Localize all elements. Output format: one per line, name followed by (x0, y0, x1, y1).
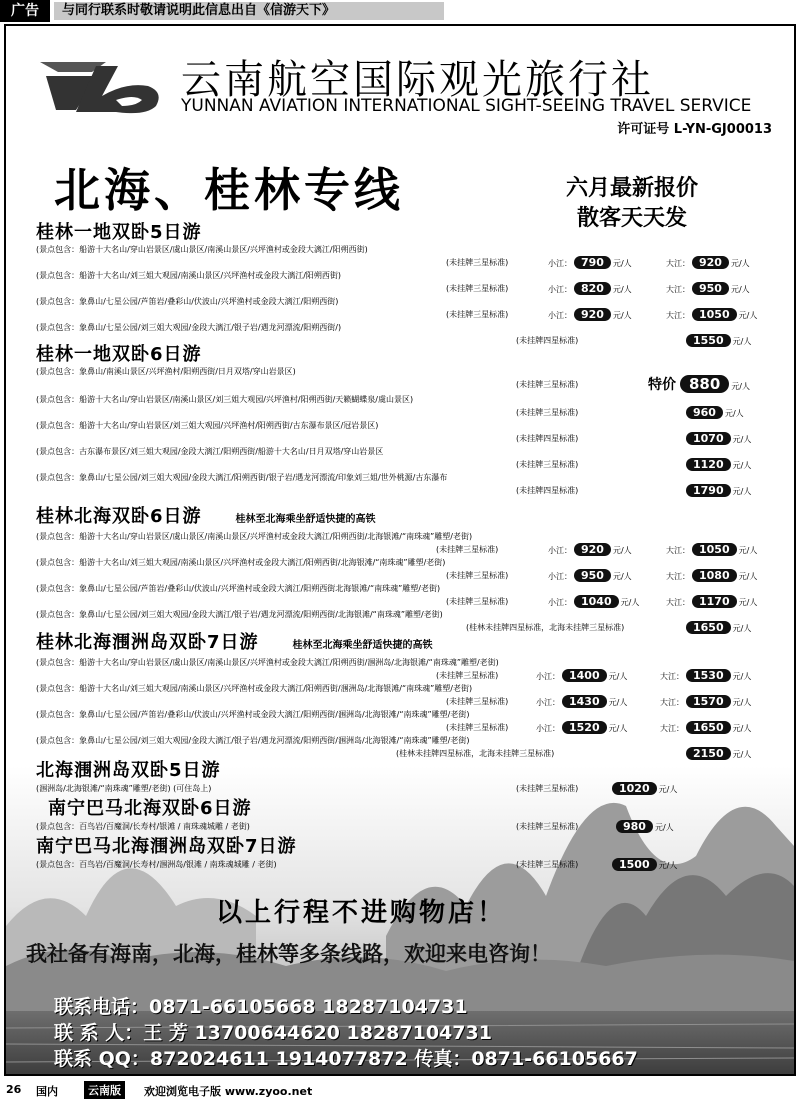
hotel-standard: (未挂牌三星标准) (516, 408, 579, 417)
price-small: 1040 (574, 595, 619, 608)
route-title: 南宁巴马北海涠洲岛双卧7日游 (36, 836, 297, 857)
price: 880 (680, 375, 729, 393)
itinerary-line: (景点包含：象鼻山/七星公园/芦笛岩/叠彩山/伏波山/兴坪渔村或金段大漓江/阳朔西街) (36, 297, 339, 306)
hotel-standard: (桂林未挂牌四星标准，北海未挂牌三星标准) (396, 749, 555, 758)
price: 1020 (612, 782, 657, 795)
price-big: 1570 (686, 695, 731, 708)
route-title (36, 632, 776, 657)
price-big: 950 (692, 282, 729, 295)
itinerary-line: (景点包含：船游十大名山/穿山岩景区/虞山景区/南溪山景区/兴坪渔村或金段大漓江/阳朔西街) (36, 245, 368, 254)
website-note: 欢迎浏览电子版 www.zyoo.net (144, 1085, 313, 1098)
price-small: 790 (574, 256, 611, 269)
route-title: 桂林一地双卧6日游 (36, 344, 202, 365)
hotel-standard: (未挂牌四星标准) (516, 486, 579, 495)
promo-line-1: 六月最新报价 (566, 176, 699, 201)
price-row: (未挂牌四星标准) 1070 元/人 (516, 432, 752, 445)
price-big: 1050 (692, 308, 737, 321)
hotel-standard: (未挂牌四星标准) (516, 336, 579, 345)
price: 1120 (686, 458, 731, 471)
itinerary-line: (景点包含：船游十大名山/刘三姐大观园/南溪山景区/兴坪渔村或金段大漓江/阳朔西街/北海银滩/“南珠魂”雕塑/老街) (36, 558, 446, 567)
hotel-standard: (未挂牌三星标准) (436, 545, 499, 554)
advertisement (4, 24, 796, 1076)
ad-tag: 广告 (0, 0, 50, 22)
hotel-standard: (未挂牌三星标准) (446, 697, 509, 706)
price-big: 1170 (692, 595, 737, 608)
route-note: 桂林至北海乘坐舒适快捷的高铁 (235, 514, 376, 525)
price-big: 1650 (686, 721, 731, 734)
route-section-6 (36, 798, 788, 834)
itinerary-line: (景点包含：古东瀑布景区/刘三姐大观园/金段大漓江/阳朔西街/船游十大名山/日月双塔/穿山岩景区 (36, 447, 384, 456)
route-note: 桂林至北海乘坐舒适快捷的高铁 (292, 640, 433, 651)
price-big: 920 (692, 256, 729, 269)
route-title: 北海涠洲岛双卧5日游 (36, 760, 221, 781)
price-row: (未挂牌四星标准) 1550 元/人 (516, 334, 752, 347)
price: 1070 (686, 432, 731, 445)
price-row: (未挂牌三星标准) 小江： 920 元/人 大江： 1050 元/人 (436, 543, 758, 556)
route-name: 桂林北海涠洲岛双卧7日游 (36, 632, 259, 653)
price-small: 1430 (562, 695, 607, 708)
price: 960 (686, 406, 723, 419)
itinerary-line: (景点包含：象鼻山/七星公园/刘三姐大观园/金段大漓江/银子岩/遇龙河漂流/阳朔西街/北海银滩/“南珠魂”雕塑/老街) (36, 610, 443, 619)
price-row: (未挂牌三星标准) 小江： 950 元/人 大江： 1080 元/人 (446, 569, 758, 582)
route-section-7 (36, 836, 776, 872)
price: 1550 (686, 334, 731, 347)
route-title: 南宁巴马北海双卧6日游 (48, 798, 252, 819)
price: 980 (616, 820, 653, 833)
itinerary-line: (涠洲岛/北海银滩/“南珠魂”雕塑/老街) (可住岛上) (36, 784, 212, 793)
price-small: 1400 (562, 669, 607, 682)
itinerary-line: (景点包含：船游十大名山/穿山岩景区/虞山景区/南溪山景区/兴坪渔村或金段大漓江/阳朔西街/北海银滩/“南珠魂”雕塑/老街) (36, 532, 473, 541)
price: 1500 (612, 858, 657, 871)
price-big: 1530 (686, 669, 731, 682)
contact-qq-fax: 联系 QQ：872024611 1914077872 传真：0871-66105667 (54, 1048, 638, 1070)
price: 1650 (686, 621, 731, 634)
hotel-standard: (桂林未挂牌四星标准，北海未挂牌三星标准) (466, 623, 625, 632)
route-section-5 (36, 760, 776, 796)
price-row: (景点包含：百鸟岩/百魔洞/长寿村/银滩 / 南珠魂城雕 / 老街) (未挂牌三星标准) 980 元/人 (36, 820, 674, 833)
itinerary-line: (景点包含：船游十大名山/穿山岩景区/南溪山景区/刘三姐大观园/兴坪渔村/阳朔西街/天籁蝴蝶泉/虞山景区) (36, 395, 414, 404)
special-offer-label: 特价 (648, 377, 676, 393)
hotel-standard: (未挂牌三星标准) (446, 597, 509, 606)
more-routes-slogan: 我社备有海南，北海，桂林等多条线路，欢迎来电咨询！ (26, 942, 551, 966)
page-number: 26 (6, 1083, 22, 1096)
route-title (36, 506, 776, 531)
hotel-standard: (未挂牌三星标准) (516, 860, 579, 869)
page-title: 北海、桂林专线 (54, 163, 404, 217)
itinerary-line: (景点包含：象鼻山/七星公园/芦笛岩/叠彩山/伏波山/兴坪渔村或金段大漓江/阳朔西街/涠洲岛/北海银滩/“南珠魂”雕塑/老街) (36, 710, 470, 719)
company-name-en: YUNNAN AVIATION INTERNATIONAL SIGHT-SEEING TRAVEL SERVICE (181, 96, 752, 116)
source-note: 与同行联系时敬请说明此信息出自《信游天下》 (54, 2, 444, 20)
price-row: (未挂牌三星标准) 小江： 1520 元/人 大江： 1650 元/人 (446, 721, 752, 734)
price-row: (未挂牌三星标准) 960 元/人 (516, 406, 744, 419)
contact-person: 联 系 人：王 芳 13700644620 18287104731 (54, 1022, 492, 1044)
price-small: 920 (574, 308, 611, 321)
route-section-2 (36, 344, 776, 498)
price-small: 1520 (562, 721, 607, 734)
route-section-4 (36, 632, 776, 761)
price-row: (未挂牌三星标准) 小江： 820 元/人 大江： 950 元/人 (446, 282, 750, 295)
price: 1790 (686, 484, 731, 497)
price-small: 820 (574, 282, 611, 295)
no-shopping-slogan: 以上行程不进购物店！ (216, 898, 507, 928)
itinerary-line: (景点包含：象鼻山/七星公园/刘三姐大观园/金段大漓江/银子岩/遇龙河漂流/阳朔西街/) (36, 323, 342, 332)
itinerary-line: (景点包含：象鼻山/七星公园/刘三姐大观园/金段大漓江/阳朔西街/银子岩/遇龙河漂流/印象刘三姐/世外桃源/古东瀑布 (36, 473, 448, 482)
price-big: 1080 (692, 569, 737, 582)
hotel-standard: (未挂牌三星标准) (446, 571, 509, 580)
itinerary-line: (景点包含：象鼻山/南溪山景区/兴坪渔村/阳朔西街/日月双塔/穿山岩景区) (36, 367, 296, 376)
hotel-standard: (未挂牌三星标准) (446, 284, 509, 293)
price-small: 920 (574, 543, 611, 556)
price-row: (桂林未挂牌四星标准，北海未挂牌三星标准) 2150 元/人 (396, 747, 752, 760)
hotel-standard: (未挂牌三星标准) (446, 310, 509, 319)
itinerary-line: (景点包含：船游十大名山/穿山岩景区/刘三姐大观园/兴坪渔村/阳朔西街/古东瀑布景区/冠岩景区) (36, 421, 379, 430)
hotel-standard: (未挂牌三星标准) (446, 723, 509, 732)
route-title: 桂林一地双卧5日游 (36, 222, 202, 243)
hotel-standard: (未挂牌三星标准) (446, 258, 509, 267)
price: 2150 (686, 747, 731, 760)
price-small: 950 (574, 569, 611, 582)
company-logo (36, 56, 166, 116)
price-row: (景点包含：百鸟岩/百魔洞/长寿村/涠洲岛/银滩 / 南珠魂城雕 / 老街) (未挂牌三星标准) 1500 元/人 (36, 858, 678, 871)
hotel-standard: (未挂牌三星标准) (516, 822, 579, 831)
price-row: (未挂牌三星标准) 特价 880 元/人 (516, 375, 751, 393)
itinerary-line: (景点包含：船游十大名山/穿山岩景区/虞山景区/南溪山景区/兴坪渔村或金段大漓江/阳朔西街/涠洲岛/北海银滩/“南珠魂”雕塑/老街) (36, 658, 499, 667)
price-big: 1050 (692, 543, 737, 556)
hotel-standard: (未挂牌四星标准) (516, 434, 579, 443)
route-name: 桂林北海双卧6日游 (36, 506, 202, 527)
page-footer (0, 1080, 800, 1100)
ad-strip (0, 0, 800, 22)
contact-phone: 联系电话：0871-66105668 18287104731 (54, 996, 468, 1018)
itinerary-line: (景点包含：百鸟岩/百魔洞/长寿村/银滩 / 南珠魂城雕 / 老街) (36, 822, 250, 831)
price-row: (桂林未挂牌四星标准，北海未挂牌三星标准) 1650 元/人 (466, 621, 752, 634)
hotel-standard: (未挂牌三星标准) (516, 460, 579, 469)
price-row: (未挂牌三星标准) 小江： 920 元/人 大江： 1050 元/人 (446, 308, 758, 321)
price-row: (未挂牌四星标准) 1790 元/人 (516, 484, 752, 497)
itinerary-line: (景点包含：百鸟岩/百魔洞/长寿村/涠洲岛/银滩 / 南珠魂城雕 / 老街) (36, 860, 277, 869)
license-number: 许可证号 L-YN-GJ00013 (617, 122, 772, 137)
itinerary-line: (景点包含：船游十大名山/刘三姐大观园/南溪山景区/兴坪渔村或金段大漓江/阳朔西街/涠洲岛/北海银滩/“南珠魂”雕塑/老街) (36, 684, 473, 693)
hotel-standard: (未挂牌三星标准) (436, 671, 499, 680)
hotel-standard: (未挂牌三星标准) (516, 380, 579, 389)
price-row: (未挂牌三星标准) 1120 元/人 (516, 458, 752, 471)
promo-line-2: 散客天天发 (577, 206, 688, 231)
route-section-1 (36, 222, 776, 348)
section-label: 国内 (36, 1085, 58, 1098)
price-row: (未挂牌三星标准) 小江： 1400 元/人 大江： 1530 元/人 (436, 669, 752, 682)
hotel-standard: (未挂牌三星标准) (516, 784, 579, 793)
company-name-cn: 云南航空国际观光旅行社 (181, 57, 654, 103)
price-row: (未挂牌三星标准) 小江： 790 元/人 大江： 920 元/人 (446, 256, 750, 269)
itinerary-line: (景点包含：象鼻山/七星公园/刘三姐大观园/金段大漓江/银子岩/遇龙河漂流/阳朔西街/涠洲岛/北海银滩/“南珠魂”雕塑/老街) (36, 736, 470, 745)
price-row: (涠洲岛/北海银滩/“南珠魂”雕塑/老街) (可住岛上) (未挂牌三星标准) 1020 元/人 (36, 782, 678, 795)
itinerary-line: (景点包含：象鼻山/七星公园/芦笛岩/叠彩山/伏波山/兴坪渔村或金段大漓江/阳朔西街北海银滩/“南珠魂”雕塑/老街) (36, 584, 441, 593)
edition-badge: 云南版 (84, 1081, 125, 1099)
route-section-3 (36, 506, 776, 635)
price-row: (未挂牌三星标准) 小江： 1430 元/人 大江： 1570 元/人 (446, 695, 752, 708)
price-row: (未挂牌三星标准) 小江： 1040 元/人 大江： 1170 元/人 (446, 595, 758, 608)
itinerary-line: (景点包含：船游十大名山/刘三姐大观园/南溪山景区/兴坪渔村或金段大漓江/阳朔西街) (36, 271, 342, 280)
